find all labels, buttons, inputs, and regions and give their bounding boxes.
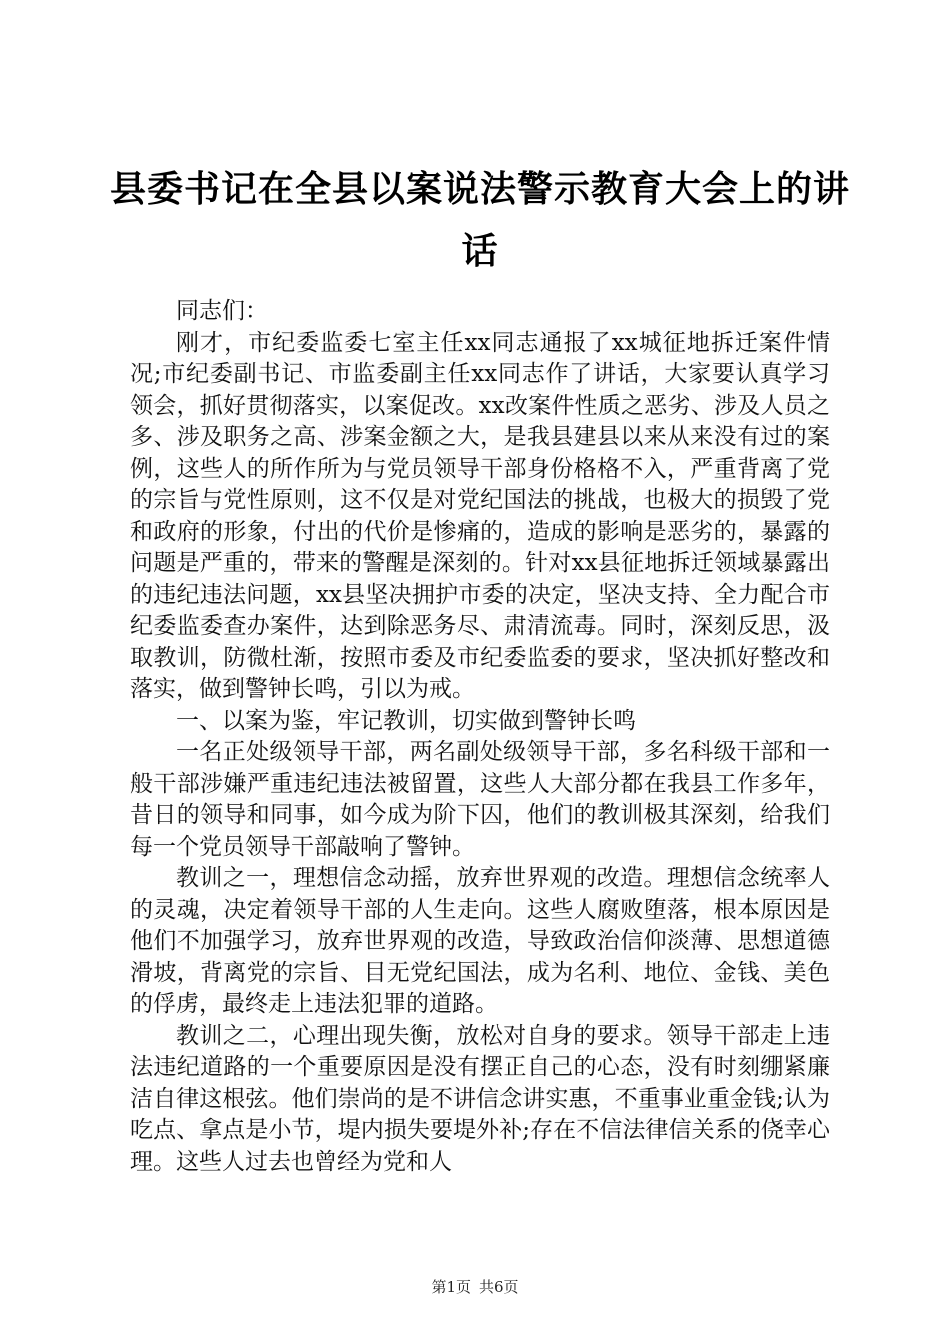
page-footer (0, 1276, 950, 1297)
salutation-paragraph: 同志们： (176, 298, 268, 324)
page-number: 第1页 (431, 1278, 471, 1296)
lesson-one-paragraph: 教训之一，理想信念动摇，放弃世界观的改造。理想信念统率人的灵魂，决定着领导干部的人生走向。这些人腐败堕落，根本原因是他们不加强学习，放弃世界观的改造，导致政治信仰淡薄、思想道德滑坡，背离党的宗旨、目无党纪国法，成为名利、地位、金钱、美色的俘虏，最终走上违法犯罪的道路。 (130, 865, 830, 1017)
body-paragraph: 一名正处级领导干部，两名副处级领导干部，多名科级干部和一般干部涉嫌严重违纪违法被留置，这些人大部分都在我县工作多年，昔日的领导和同事，如今成为阶下囚，他们的教训极其深刻，给我们每一个党员领导干部敲响了警钟。 (130, 739, 830, 860)
document-title: 县委书记在全县以案说法警示教育大会上的讲话 (109, 168, 850, 272)
section-heading: 一、以案为鉴，牢记教训，切实做到警钟长鸣 (176, 707, 636, 734)
page-total: 共6页 (479, 1278, 519, 1296)
intro-paragraph: 刚才，市纪委监委七室主任xx同志通报了xx城征地拆迁案件情况;市纪委副书记、市监委副主任xx同志作了讲话，大家要认真学习领会，抓好贯彻落实，以案促改。xx改案件性质之恶劣、涉及人员之多、涉及职务之高、涉案金额之大，是我县建县以来从来没有过的案例，这些人的所作所为与党员领导干部身份格格不入，严重背离了党的宗旨与党性原则，这不仅是对党纪国法的挑战，也极大的损毁了党和政府的形象，付出的代价是惨痛的，造成的影响是恶劣的，暴露的问题是严重的，带来的警醒是深刻的。针对xx县征地拆迁领域暴露出的违纪违法问题，xx县坚决拥护市委的决定，坚决支持、全力配合市纪委监委查办案件，达到除恶务尽、肃清流毒。同时，深刻反思，汲取教训，防微杜渐，按照市委及市纪委监委的要求，坚决抓好整改和落实，做到警钟长鸣，引以为戒。 (130, 329, 830, 702)
document-body (130, 296, 830, 1178)
lesson-two-paragraph: 教训之二，心理出现失衡，放松对自身的要求。领导干部走上违法违纪道路的一个重要原因是没有摆正自己的心态，没有时刻绷紧廉洁自律这根弦。他们崇尚的是不讲信念讲实惠，不重事业重金钱;认为吃点、拿点是小节，堤内损失要堤外补;存在不信法律信关系的侥幸心理。这些人过去也曾经为党和人 (130, 1022, 830, 1175)
